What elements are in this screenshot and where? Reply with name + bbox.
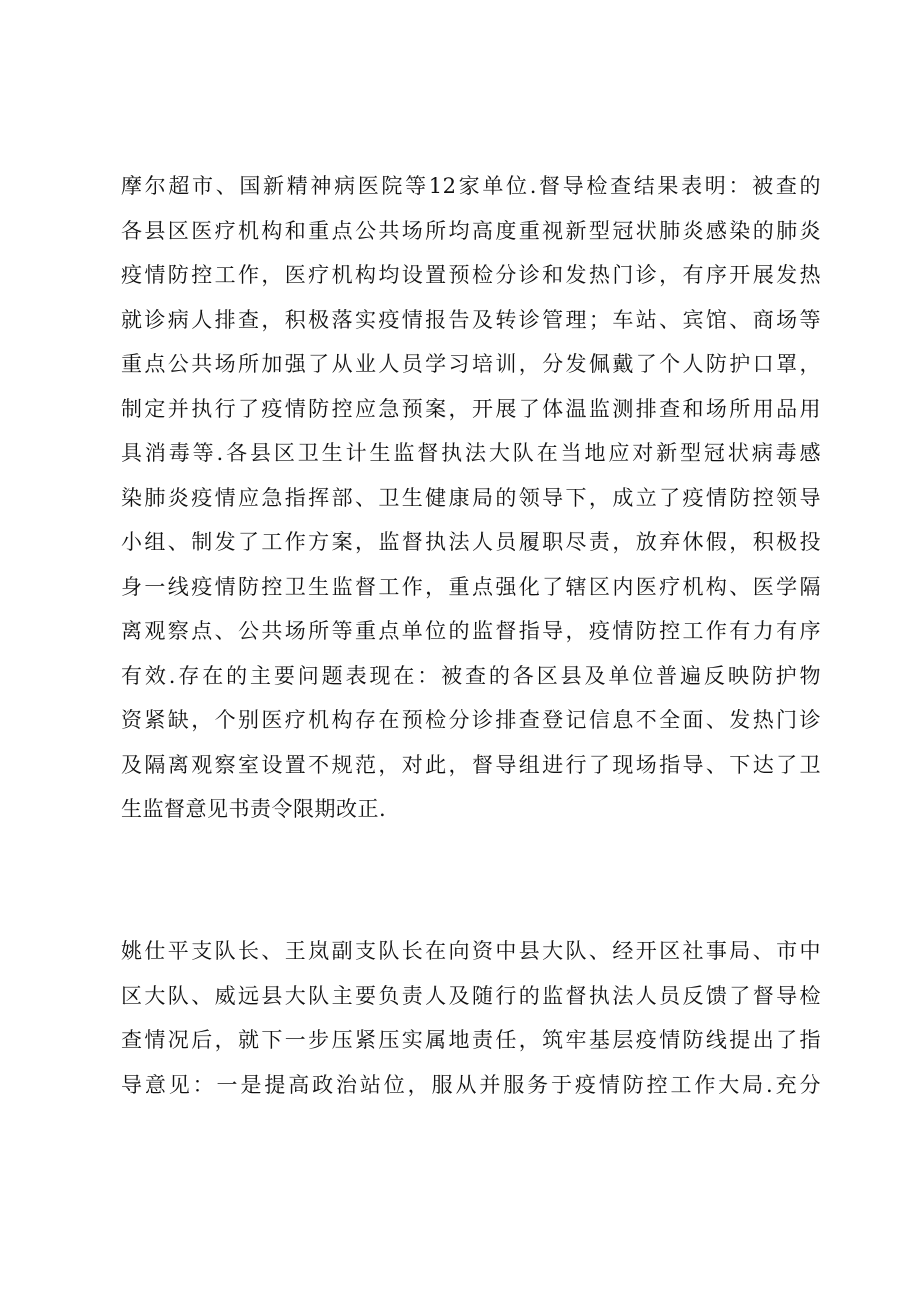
text-line: 摩尔超市、国新精神病医院等12家单位.督导检查结果表明：被查的: [121, 174, 821, 198]
text-line: 导意见：一是提高政治站位，服从并服务于疫情防控工作大局.充分: [121, 1072, 821, 1097]
text-line: 查情况后，就下一步压紧压实属地责任，筑牢基层疫情防线提出了指: [121, 1028, 821, 1052]
paragraph-1: [121, 164, 821, 832]
text-line: 及隔离观察室设置不规范，对此，督导组进行了现场指导、下达了卫: [121, 752, 821, 777]
text-line: 具消毒等.各县区卫生计生监督执法大队在当地应对新型冠状病毒感: [121, 441, 821, 465]
text-line: 离观察点、公共场所等重点单位的监督指导，疫情防控工作有力有序: [121, 619, 821, 643]
text-line: 有效.存在的主要问题表现在：被查的各区县及单位普遍反映防护物: [121, 663, 821, 688]
text-line: 资紧缺，个别医疗机构存在预检分诊排查登记信息不全面、发热门诊: [121, 708, 821, 732]
text-line: 就诊病人排查，积极落实疫情报告及转诊管理；车站、宾馆、商场等: [121, 307, 821, 332]
text-line: 染肺炎疫情应急指挥部、卫生健康局的领导下，成立了疫情防控领导: [121, 485, 821, 510]
text-line: 重点公共场所加强了从业人员学习培训，分发佩戴了个人防护口罩，: [121, 352, 821, 376]
text-line: 身一线疫情防控卫生监督工作，重点强化了辖区内医疗机构、医学隔: [121, 574, 821, 599]
text-line: 生监督意见书责令限期改正.: [121, 797, 387, 821]
text-line: 小组、制发了工作方案，监督执法人员履职尽责，放弃休假，积极投: [121, 530, 821, 554]
text-line: 疫情防控工作，医疗机构均设置预检分诊和发热门诊，有序开展发热: [121, 263, 821, 287]
text-line: 各县区医疗机构和重点公共场所均高度重视新型冠状肺炎感染的肺炎: [121, 218, 821, 243]
text-line: 姚仕平支队长、王岚副支队长在向资中县大队、经开区社事局、市中: [121, 939, 821, 963]
text-line: 区大队、威远县大队主要负责人及随行的监督执法人员反馈了督导检: [121, 983, 821, 1008]
paragraph-2: [121, 929, 821, 1107]
text-line: 制定并执行了疫情防控应急预案，开展了体温监测排查和场所用品用: [121, 396, 821, 421]
